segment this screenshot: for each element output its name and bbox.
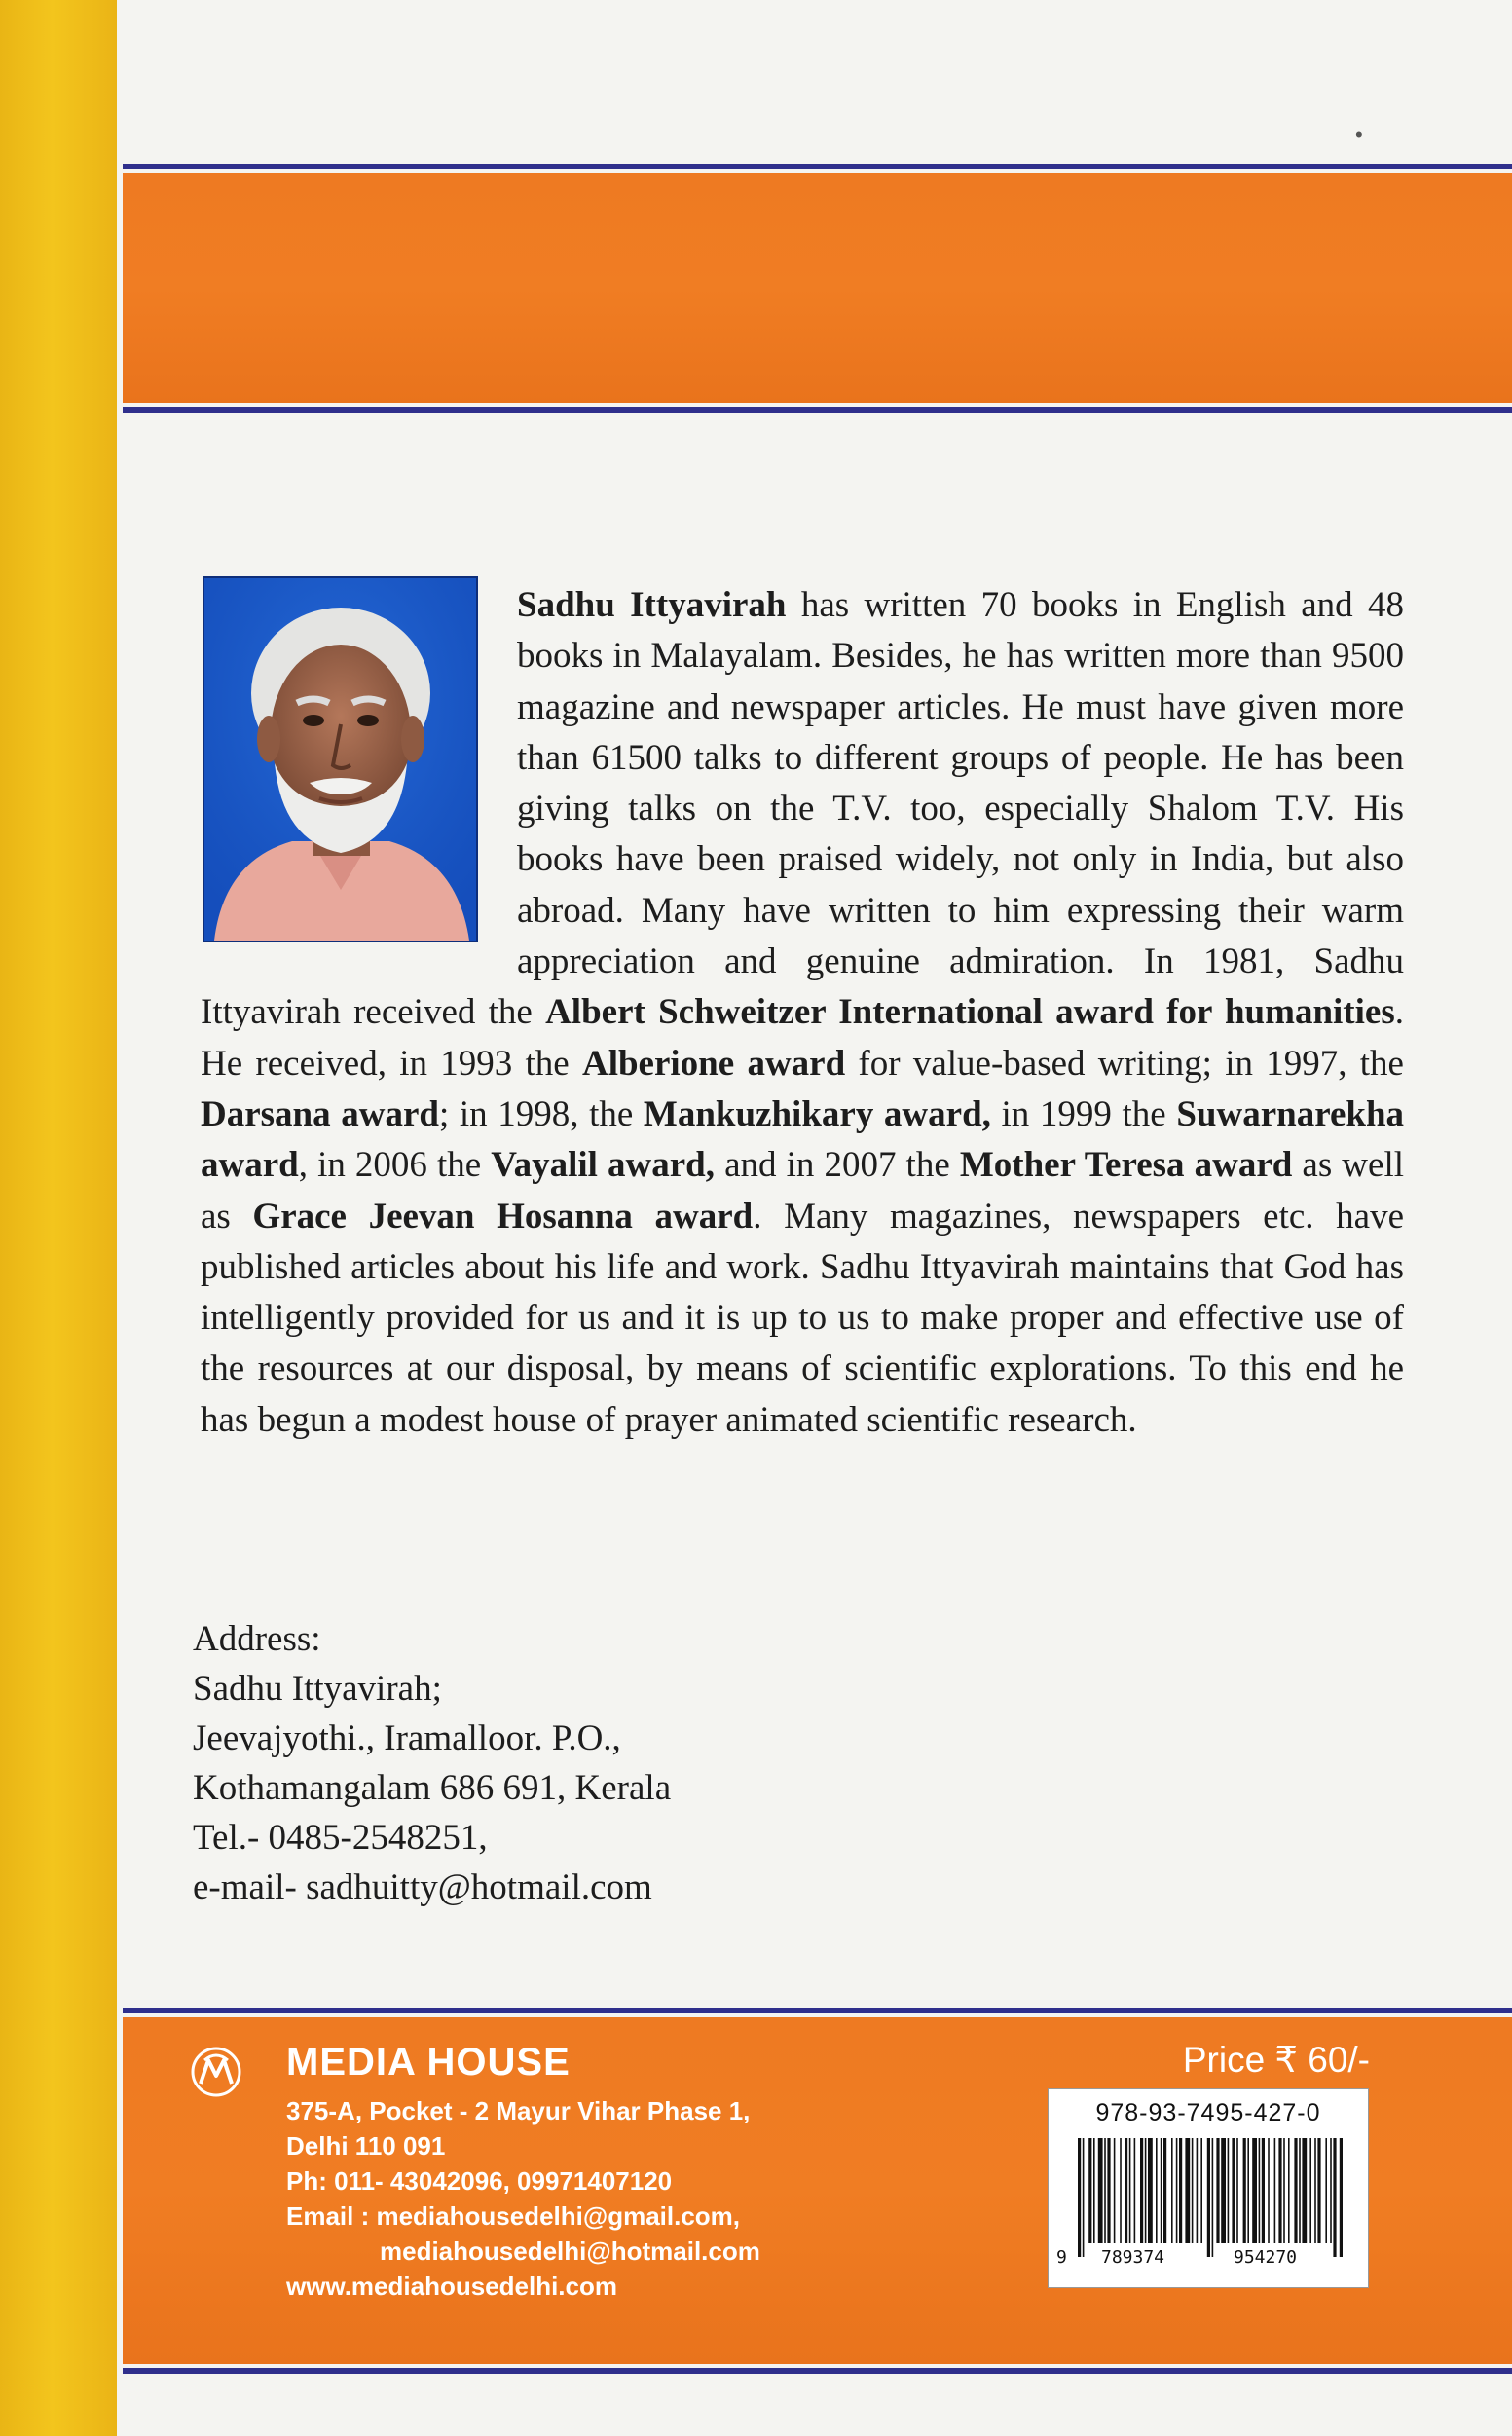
address-heading: Address: bbox=[193, 1619, 321, 1659]
award-vayalil: Vayalil award, bbox=[491, 1145, 716, 1186]
barcode-bar bbox=[1176, 2138, 1178, 2243]
barcode-bar bbox=[1107, 2138, 1110, 2243]
publisher-city: Delhi 110 091 bbox=[286, 2131, 446, 2160]
top-stripe-lower bbox=[123, 407, 1512, 413]
barcode-bar bbox=[1197, 2138, 1199, 2243]
award-suwarnarekha: Suwarnarekha award bbox=[201, 1093, 1405, 1186]
barcode-bar bbox=[1129, 2138, 1131, 2243]
author-name: Sadhu Ittyavirah bbox=[517, 585, 787, 625]
barcode-bar bbox=[1161, 2138, 1162, 2243]
isbn-barcode bbox=[1048, 2088, 1369, 2288]
barcode-bar bbox=[1309, 2138, 1311, 2243]
barcode-bar bbox=[1125, 2138, 1127, 2243]
barcode-bar bbox=[1330, 2138, 1332, 2243]
barcode-bar bbox=[1243, 2138, 1246, 2243]
author-address bbox=[193, 1614, 1069, 1912]
address-line: Jeevajyothi., Iramalloor. P.O., bbox=[193, 1718, 621, 1758]
barcode-bar bbox=[1093, 2138, 1095, 2243]
barcode-bar bbox=[1221, 2138, 1226, 2243]
barcode-bar bbox=[1104, 2138, 1106, 2243]
isbn-digit-group-1: 789374 bbox=[1101, 2247, 1165, 2268]
barcode-bar bbox=[1145, 2138, 1147, 2243]
barcode-bar bbox=[1207, 2138, 1210, 2257]
award-grace-jeevan: Grace Jeevan Hosanna award bbox=[252, 1196, 754, 1236]
award-alberione: Alberione award bbox=[581, 1043, 846, 1084]
barcode-bar bbox=[1259, 2138, 1261, 2243]
barcode-bar bbox=[1228, 2138, 1230, 2243]
barcode-bar bbox=[1340, 2138, 1343, 2257]
barcode-bar bbox=[1083, 2138, 1085, 2257]
book-price: Price ₹ 60/- bbox=[1182, 2040, 1370, 2080]
award-schweitzer: Albert Schweitzer International award for humanities bbox=[545, 992, 1395, 1033]
top-stripe-upper bbox=[123, 164, 1512, 169]
photo-spacer bbox=[201, 580, 517, 979]
bio-text: . Many magazines, newspapers etc. have published articles about his life and work. Sadhu Ittyavirah maintains that God has intelligently provided for us and it is up to us to make proper and effective use of the resources at our disposal, by means of scientific explorations. To this end he has begun a modest house of prayer animated scientific research. bbox=[201, 1196, 1404, 1440]
barcode-bar bbox=[1262, 2138, 1265, 2243]
award-mankuzhikary: Mankuzhikary award, bbox=[643, 1093, 991, 1134]
barcode-bar bbox=[1148, 2138, 1153, 2243]
top-orange-band bbox=[123, 173, 1512, 403]
bio-text: in 1999 the bbox=[990, 1093, 1177, 1134]
barcode-bar bbox=[1302, 2138, 1307, 2243]
barcode-bar bbox=[1216, 2138, 1219, 2243]
address-line: Kothamangalam 686 691, Kerala bbox=[193, 1768, 672, 1808]
author-bio bbox=[201, 580, 1404, 1446]
barcode-bar bbox=[1212, 2138, 1214, 2257]
publisher-name: MEDIA HOUSE bbox=[286, 2041, 571, 2084]
barcode-bar bbox=[1294, 2138, 1297, 2243]
bio-text: and in 2007 the bbox=[715, 1145, 960, 1186]
barcode-bar bbox=[1192, 2138, 1194, 2243]
book-spine bbox=[0, 0, 117, 2436]
bio-text: . He received, in 1993 the bbox=[201, 992, 1404, 1084]
barcode-bar bbox=[1274, 2138, 1276, 2243]
barcode-bar bbox=[1098, 2138, 1103, 2243]
address-phone: Tel.- 0485-2548251, bbox=[193, 1818, 488, 1858]
publisher-email-2: mediahousedelhi@hotmail.com bbox=[380, 2236, 760, 2266]
barcode-bars bbox=[1078, 2138, 1343, 2257]
barcode-bar bbox=[1317, 2138, 1320, 2243]
address-email: e-mail- sadhuitty@hotmail.com bbox=[193, 1867, 652, 1907]
barcode-bar bbox=[1200, 2138, 1202, 2243]
barcode-bar bbox=[1232, 2138, 1235, 2243]
barcode-bar bbox=[1278, 2138, 1281, 2243]
bio-text: for value-based writing; in 1997, the bbox=[845, 1043, 1404, 1084]
barcode-bar bbox=[1185, 2138, 1190, 2243]
barcode-bar bbox=[1247, 2138, 1249, 2243]
barcode-bar bbox=[1120, 2138, 1122, 2243]
bio-text: has written 70 books in English and 48 books in Malayalam. Besides, he has written more than 9500 magazine and newspaper articles. He must have given more than 61500 talks to different groups of people. He has been giving talks on the T.V. too, especially Shalom T.V. His books have been praised widely, not only in India, but also abroad. Many have written to him expressing their warm appreciation and genuine admiration. In 1981, Sadhu Ittyavirah received the bbox=[201, 585, 1404, 1033]
isbn-number: 978-93-7495-427-0 bbox=[1095, 2099, 1321, 2126]
barcode-bar bbox=[1140, 2138, 1143, 2243]
media-house-logo-icon bbox=[191, 2047, 241, 2097]
barcode-bar bbox=[1252, 2138, 1257, 2243]
publisher-website: www.mediahousedelhi.com bbox=[286, 2271, 617, 2301]
publisher-email: Email : mediahousedelhi@gmail.com, bbox=[286, 2201, 741, 2231]
barcode-bar bbox=[1156, 2138, 1158, 2243]
bottom-stripe-lower bbox=[123, 2368, 1512, 2374]
barcode-bar bbox=[1134, 2138, 1136, 2243]
bio-text: , in 2006 the bbox=[298, 1145, 492, 1186]
publisher-info bbox=[286, 2039, 760, 2304]
barcode-bar bbox=[1288, 2138, 1290, 2243]
barcode-bar bbox=[1268, 2138, 1270, 2243]
bio-text: as well as bbox=[201, 1145, 1405, 1236]
barcode-bar bbox=[1179, 2138, 1182, 2243]
barcode-bar bbox=[1163, 2138, 1166, 2243]
barcode-bar bbox=[1088, 2138, 1091, 2243]
barcode-bar bbox=[1236, 2138, 1238, 2243]
barcode-bar bbox=[1171, 2138, 1173, 2243]
barcode-bar bbox=[1114, 2138, 1116, 2243]
award-darsana: Darsana award bbox=[201, 1093, 439, 1134]
barcode-bar bbox=[1314, 2138, 1316, 2243]
isbn-digit-group-2: 954270 bbox=[1234, 2247, 1298, 2268]
isbn-lead-digit: 9 bbox=[1056, 2247, 1067, 2268]
barcode-bar bbox=[1299, 2138, 1301, 2243]
address-line: Sadhu Ittyavirah; bbox=[193, 1669, 442, 1709]
barcode-bar bbox=[1325, 2138, 1327, 2243]
bottom-stripe-upper bbox=[123, 2008, 1512, 2013]
bio-text: ; in 1998, the bbox=[438, 1093, 644, 1134]
award-mother-teresa: Mother Teresa award bbox=[959, 1145, 1293, 1186]
corner-mark: • bbox=[1355, 123, 1363, 147]
publisher-address: 375-A, Pocket - 2 Mayur Vihar Phase 1, bbox=[286, 2096, 751, 2125]
barcode-bar bbox=[1078, 2138, 1081, 2257]
publisher-phone: Ph: 011- 43042096, 09971407120 bbox=[286, 2166, 673, 2196]
barcode-bar bbox=[1283, 2138, 1285, 2243]
barcode-bar bbox=[1333, 2138, 1336, 2257]
